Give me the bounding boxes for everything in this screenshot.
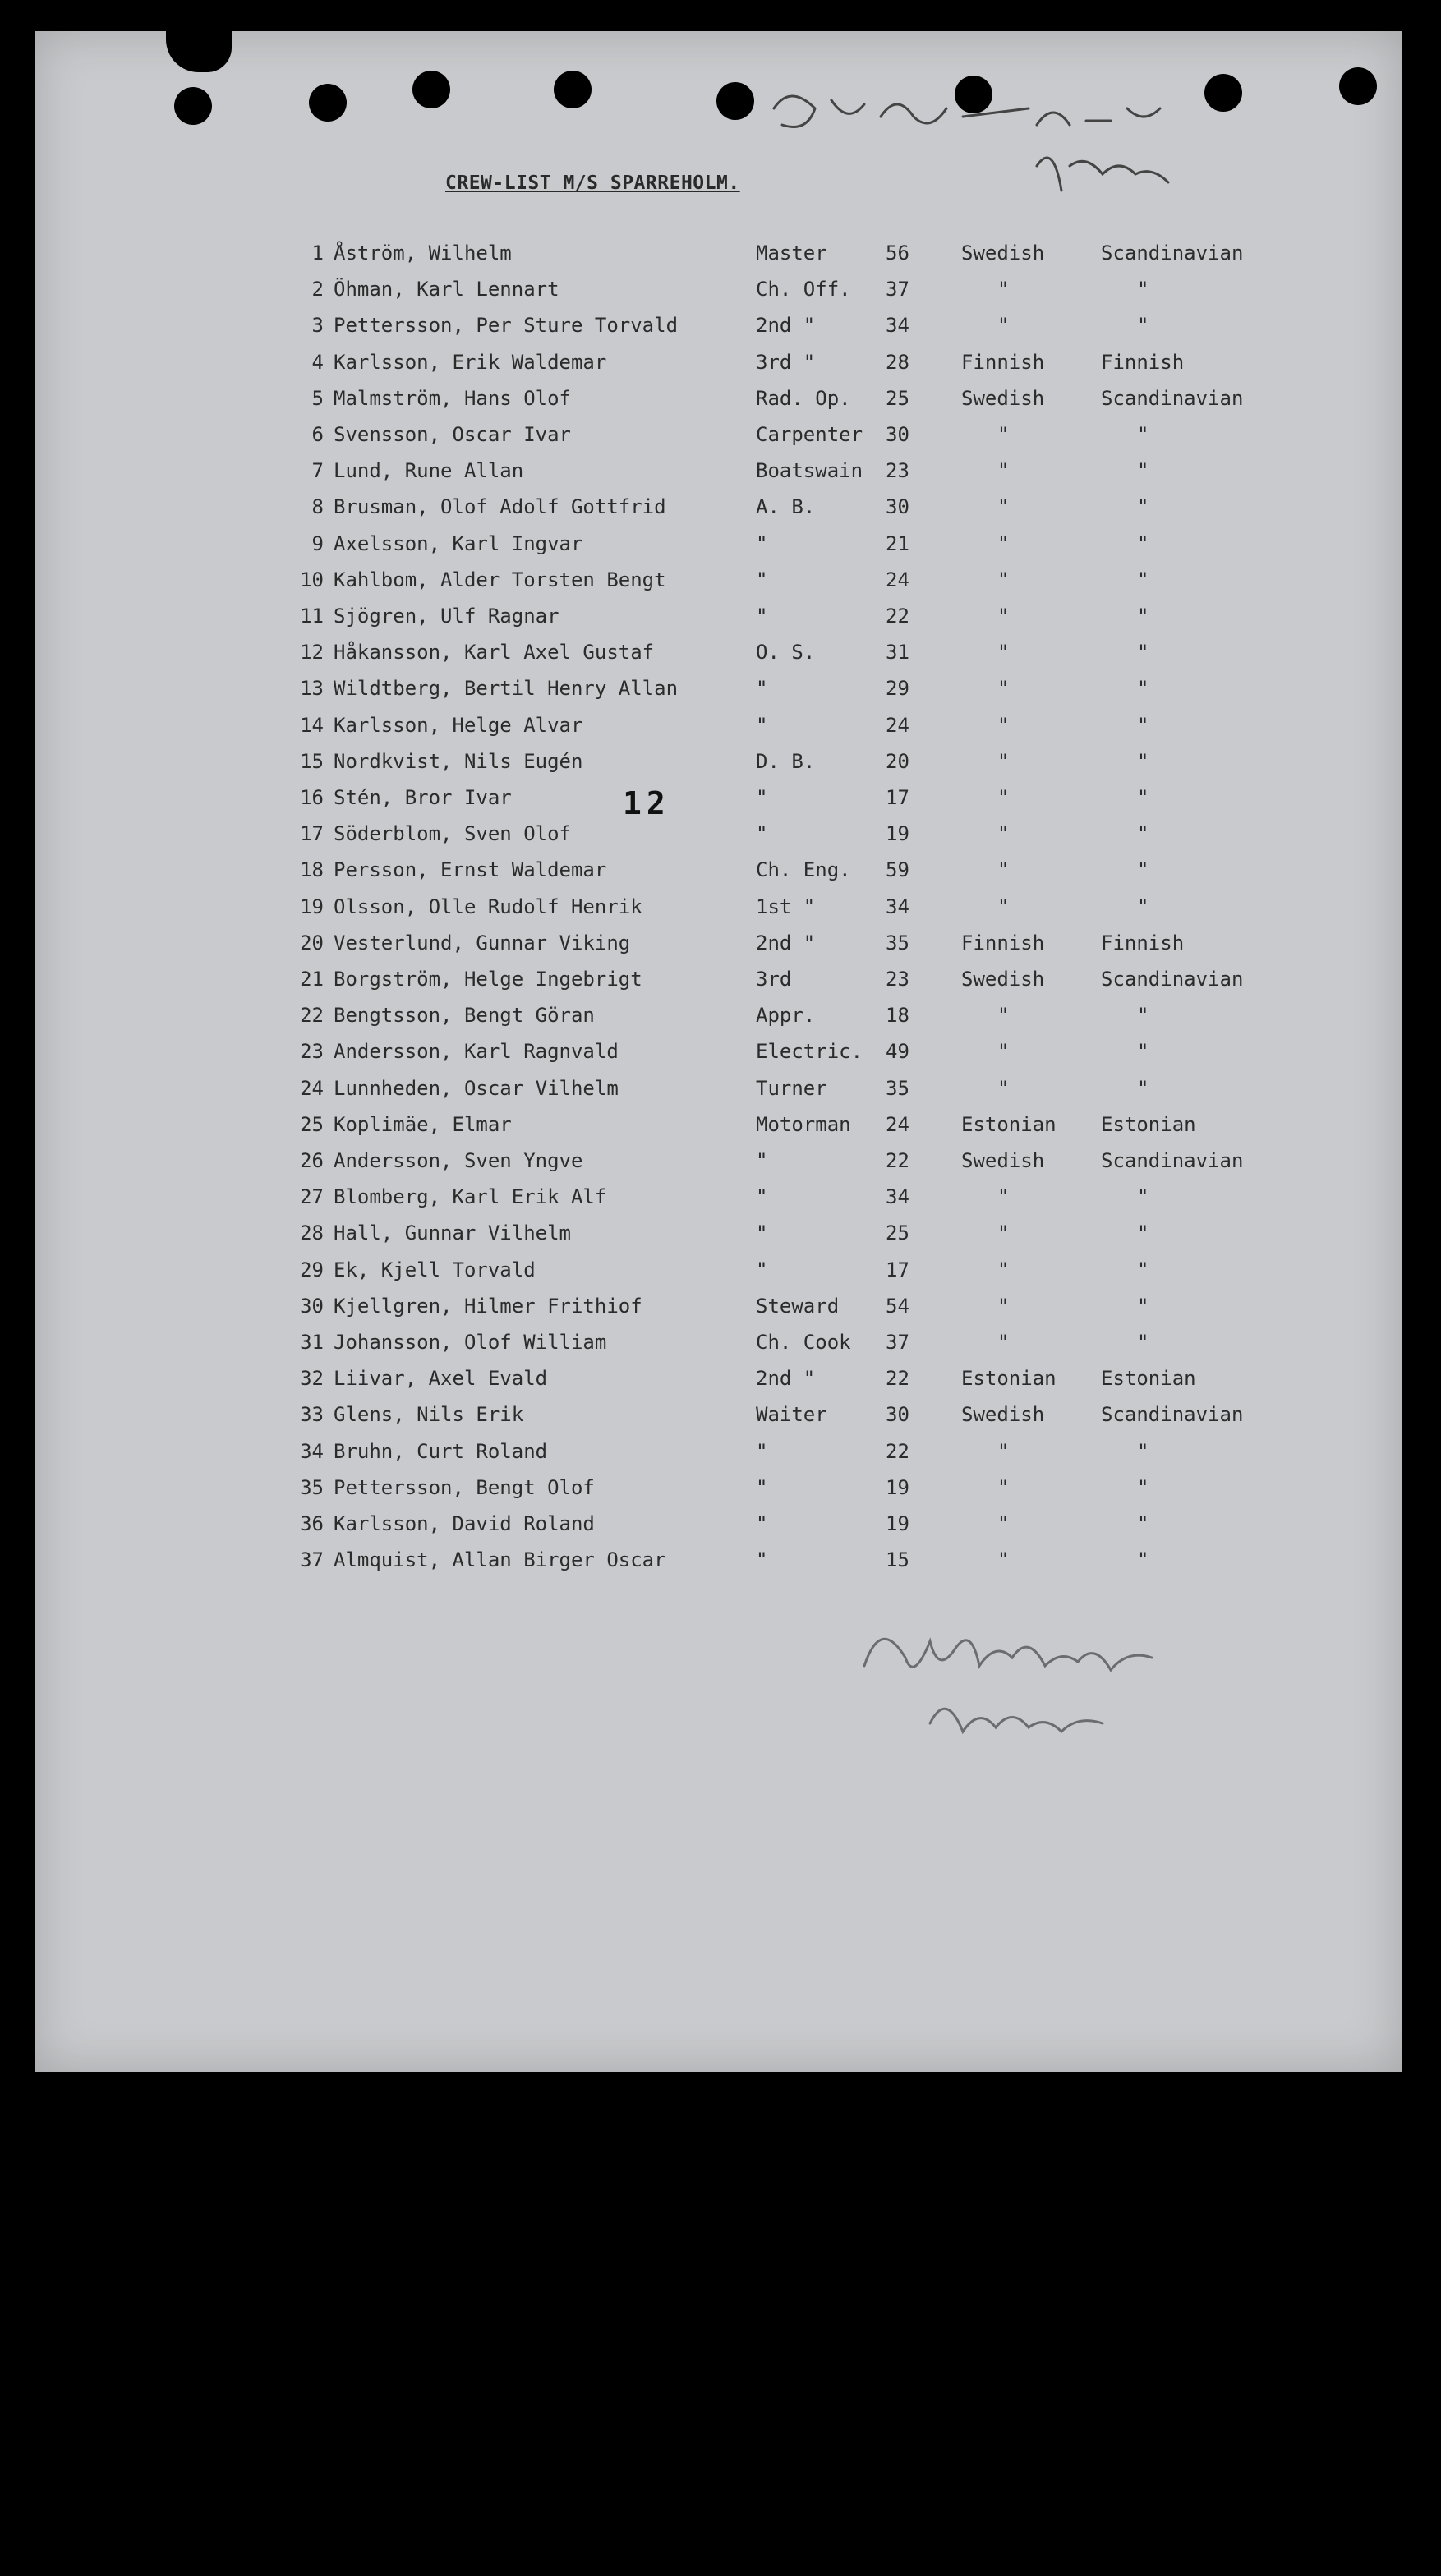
crew-row [35,1113,1349,1146]
crew-nationality: Swedish [961,1149,1045,1172]
crew-number: 3 [311,314,324,338]
crew-age: 49 [886,1040,909,1064]
crew-age: 59 [886,858,909,882]
crew-age: 30 [886,1403,909,1427]
crew-number: 8 [311,495,324,519]
crew-name: Andersson, Sven Yngve [334,1149,583,1172]
crew-region: " [1137,786,1149,809]
crew-nationality: " [997,1512,1010,1535]
crew-age: 56 [886,242,909,264]
crew-nationality: " [997,641,1010,665]
crew-age: 34 [886,895,909,918]
crew-rank: Electric. [756,1040,863,1064]
punch-hole [412,71,450,108]
crew-rank: Carpenter [756,423,863,446]
crew-number: 34 [300,1439,324,1463]
crew-region: " [1137,1475,1149,1499]
crew-row [35,677,1349,710]
crew-name: Glens, Nils Erik [334,1403,524,1427]
crew-number: 6 [311,423,324,446]
crew-rank: " [756,822,768,846]
crew-rank: 1st " [756,895,816,918]
crew-region: " [1137,459,1149,483]
crew-number: 23 [300,1040,324,1064]
crew-row [35,858,1349,891]
crew-row [35,1149,1349,1182]
crew-rank: " [756,1439,768,1463]
crew-nationality: " [997,1185,1010,1209]
crew-nationality: " [997,713,1010,737]
crew-nationality: Estonian [961,1112,1057,1136]
document-title: CREW-LIST M/S SPARREHOLM. [445,172,740,194]
crew-age: 23 [886,968,909,991]
crew-rank: Turner [756,1076,827,1100]
crew-name: Karlsson, Erik Waldemar [334,350,607,374]
crew-age: 25 [886,1221,909,1245]
crew-nationality: " [997,531,1010,555]
crew-row [35,1221,1349,1254]
crew-region: " [1137,677,1149,701]
crew-age: 19 [886,1475,909,1499]
crew-age: 24 [886,713,909,737]
crew-region: Scandinavian [1101,386,1244,410]
crew-region: " [1137,531,1149,555]
crew-region: " [1137,1076,1149,1100]
crew-region: " [1137,568,1149,591]
stamp-number: 12 [623,785,670,821]
crew-row [35,1548,1349,1581]
crew-rank: " [756,1512,768,1535]
crew-name: Karlsson, Helge Alvar [334,713,583,737]
crew-name: Söderblom, Sven Olof [334,822,571,846]
crew-nationality: Swedish [961,242,1045,264]
crew-row [35,641,1349,674]
crew-rank: " [756,677,768,701]
crew-age: 30 [886,495,909,519]
crew-region: " [1137,1258,1149,1281]
crew-nationality: " [997,423,1010,446]
crew-nationality: " [997,858,1010,882]
crew-region: " [1137,1294,1149,1318]
torn-corner [166,31,232,72]
crew-nationality: " [997,314,1010,338]
punch-hole [1339,67,1377,105]
crew-row [35,1440,1349,1473]
crew-age: 19 [886,1512,909,1535]
crew-number: 35 [300,1475,324,1499]
crew-rank: O. S. [756,641,816,665]
crew-number: 24 [300,1076,324,1100]
crew-region: " [1137,641,1149,665]
punch-hole [554,71,592,108]
crew-region: Scandinavian [1101,242,1244,264]
crew-rank: " [756,1221,768,1245]
crew-region: Finnish [1101,931,1185,954]
crew-row [35,1367,1349,1400]
crew-region: " [1137,1548,1149,1572]
crew-name: Åström, Wilhelm [334,242,512,264]
crew-name: Bengtsson, Bengt Göran [334,1004,595,1028]
crew-rank: " [756,531,768,555]
crew-name: Stén, Bror Ivar [334,786,512,809]
crew-number: 2 [311,278,324,301]
crew-number: 7 [311,459,324,483]
crew-age: 29 [886,677,909,701]
crew-name: Bruhn, Curt Roland [334,1439,548,1463]
crew-age: 15 [886,1548,909,1572]
crew-number: 22 [300,1004,324,1028]
crew-region: " [1137,895,1149,918]
crew-region: Estonian [1101,1367,1196,1391]
crew-nationality: " [997,677,1010,701]
crew-region: " [1137,423,1149,446]
crew-age: 37 [886,278,909,301]
crew-age: 54 [886,1294,909,1318]
crew-rank: " [756,1475,768,1499]
crew-age: 25 [886,386,909,410]
crew-number: 36 [300,1512,324,1535]
crew-nationality: " [997,278,1010,301]
crew-row [35,1258,1349,1291]
crew-region: " [1137,749,1149,773]
crew-rank: " [756,605,768,628]
crew-nationality: " [997,1475,1010,1499]
crew-rank: 3rd [756,968,792,991]
master-signature [856,1592,1201,1773]
crew-row [35,1512,1349,1545]
crew-region: " [1137,1185,1149,1209]
crew-rank: 2nd " [756,1367,816,1391]
crew-region: " [1137,858,1149,882]
crew-name: Borgström, Helge Ingebrigt [334,968,642,991]
crew-name: Ek, Kjell Torvald [334,1258,536,1281]
crew-row [35,1331,1349,1364]
crew-name: Johansson, Olof William [334,1331,607,1354]
crew-rank: Waiter [756,1403,827,1427]
crew-nationality: " [997,1258,1010,1281]
crew-region: Scandinavian [1101,1403,1244,1427]
crew-number: 19 [300,895,324,918]
crew-number: 29 [300,1258,324,1281]
crew-number: 14 [300,713,324,737]
crew-age: 22 [886,1149,909,1172]
crew-region: " [1137,1439,1149,1463]
crew-name: Håkansson, Karl Axel Gustaf [334,641,655,665]
crew-name: Lund, Rune Allan [334,459,524,483]
crew-region: " [1137,1040,1149,1064]
crew-number: 12 [300,641,324,665]
crew-number: 32 [300,1367,324,1391]
crew-age: 37 [886,1331,909,1354]
crew-row [35,278,1349,310]
crew-name: Pettersson, Per Sture Torvald [334,314,679,338]
crew-region: " [1137,495,1149,519]
crew-age: 31 [886,641,909,665]
crew-row [35,750,1349,783]
crew-number: 9 [311,531,324,555]
crew-number: 15 [300,749,324,773]
crew-name: Almquist, Allan Birger Oscar [334,1548,666,1572]
crew-name: Karlsson, David Roland [334,1512,595,1535]
crew-number: 20 [300,931,324,954]
crew-number: 37 [300,1548,324,1572]
crew-name: Svensson, Oscar Ivar [334,423,571,446]
crew-name: Nordkvist, Nils Eugén [334,749,583,773]
crew-nationality: Swedish [961,386,1045,410]
crew-name: Brusman, Olof Adolf Gottfrid [334,495,666,519]
crew-nationality: Finnish [961,350,1045,374]
crew-rank: Rad. Op. [756,386,851,410]
crew-region: Scandinavian [1101,968,1244,991]
crew-nationality: Swedish [961,968,1045,991]
crew-rank: 3rd " [756,350,816,374]
crew-row [35,314,1349,347]
crew-nationality: " [997,822,1010,846]
crew-nationality: " [997,1331,1010,1354]
crew-nationality: " [997,1004,1010,1028]
crew-rank: " [756,713,768,737]
crew-row [35,495,1349,528]
crew-region: " [1137,713,1149,737]
crew-rank: D. B. [756,749,816,773]
crew-row [35,968,1349,1000]
crew-rank: Boatswain [756,459,863,483]
handwritten-date [757,76,1218,207]
crew-region: " [1137,605,1149,628]
crew-number: 33 [300,1403,324,1427]
crew-name: Malmström, Hans Olof [334,386,571,410]
crew-row [35,1004,1349,1037]
crew-age: 21 [886,531,909,555]
crew-age: 34 [886,1185,909,1209]
crew-row [35,532,1349,565]
crew-nationality: " [997,495,1010,519]
crew-name: Kahlbom, Alder Torsten Bengt [334,568,666,591]
crew-row [35,1185,1349,1218]
crew-region: Estonian [1101,1112,1196,1136]
crew-row [35,1403,1349,1436]
crew-age: 24 [886,1112,909,1136]
crew-rank: Steward [756,1294,840,1318]
crew-region: " [1137,1004,1149,1028]
crew-region: Scandinavian [1101,1149,1244,1172]
crew-row [35,1077,1349,1110]
crew-nationality: " [997,786,1010,809]
crew-number: 5 [311,386,324,410]
crew-nationality: " [997,1040,1010,1064]
crew-row [35,714,1349,747]
crew-age: 22 [886,1439,909,1463]
crew-rank: Appr. [756,1004,816,1028]
crew-rank: 2nd " [756,931,816,954]
crew-name: Kjellgren, Hilmer Frithiof [334,1294,642,1318]
crew-rank: " [756,786,768,809]
crew-row [35,1295,1349,1327]
crew-nationality: Swedish [961,1403,1045,1427]
crew-name: Hall, Gunnar Vilhelm [334,1221,571,1245]
crew-rank: " [756,568,768,591]
crew-nationality: " [997,1076,1010,1100]
crew-rank: Ch. Off. [756,278,851,301]
crew-name: Vesterlund, Gunnar Viking [334,931,631,954]
crew-number: 11 [300,605,324,628]
crew-age: 28 [886,350,909,374]
crew-region: " [1137,1512,1149,1535]
crew-number: 26 [300,1149,324,1172]
crew-nationality: " [997,1548,1010,1572]
crew-rank: Ch. Eng. [756,858,851,882]
crew-age: 35 [886,931,909,954]
crew-age: 35 [886,1076,909,1100]
crew-name: Blomberg, Karl Erik Alf [334,1185,607,1209]
crew-row [35,351,1349,384]
crew-name: Andersson, Karl Ragnvald [334,1040,619,1064]
crew-number: 13 [300,677,324,701]
crew-nationality: " [997,459,1010,483]
crew-number: 10 [300,568,324,591]
crew-region: " [1137,1331,1149,1354]
crew-age: 17 [886,1258,909,1281]
crew-row [35,387,1349,420]
crew-rank: Master [756,242,827,264]
crew-row [35,605,1349,637]
crew-name: Axelsson, Karl Ingvar [334,531,583,555]
crew-row [35,1040,1349,1073]
crew-name: Liivar, Axel Evald [334,1367,548,1391]
crew-rank: 2nd " [756,314,816,338]
crew-rank: " [756,1185,768,1209]
crew-row [35,932,1349,964]
punch-hole [716,82,754,120]
crew-name: Öhman, Karl Lennart [334,278,559,301]
crew-nationality: Estonian [961,1367,1057,1391]
crew-age: 34 [886,314,909,338]
crew-row [35,568,1349,601]
crew-nationality: " [997,568,1010,591]
crew-rank: Ch. Cook [756,1331,851,1354]
crew-age: 22 [886,605,909,628]
crew-row [35,822,1349,855]
crew-age: 19 [886,822,909,846]
crew-nationality: " [997,1221,1010,1245]
crew-nationality: " [997,749,1010,773]
crew-age: 30 [886,423,909,446]
crew-number: 17 [300,822,324,846]
crew-region: " [1137,1221,1149,1245]
crew-number: 4 [311,350,324,374]
crew-row [35,895,1349,928]
crew-nationality: " [997,1439,1010,1463]
crew-rank: Motorman [756,1112,851,1136]
crew-name: Wildtberg, Bertil Henry Allan [334,677,679,701]
crew-name: Lunnheden, Oscar Vilhelm [334,1076,619,1100]
punch-hole [309,84,347,122]
crew-number: 28 [300,1221,324,1245]
crew-row [35,423,1349,456]
crew-row [35,786,1349,819]
punch-hole [174,87,212,125]
crew-number: 25 [300,1112,324,1136]
crew-number: 1 [311,242,324,264]
crew-region: " [1137,314,1149,338]
crew-name: Persson, Ernst Waldemar [334,858,607,882]
crew-number: 18 [300,858,324,882]
crew-age: 23 [886,459,909,483]
crew-rank: " [756,1548,768,1572]
crew-name: Pettersson, Bengt Olof [334,1475,595,1499]
crew-nationality: " [997,895,1010,918]
crew-number: 21 [300,968,324,991]
crew-row [35,459,1349,492]
crew-region: Finnish [1101,350,1185,374]
crew-age: 22 [886,1367,909,1391]
crew-nationality: " [997,1294,1010,1318]
crew-region: " [1137,278,1149,301]
crew-rank: " [756,1149,768,1172]
crew-number: 31 [300,1331,324,1354]
crew-region: " [1137,822,1149,846]
crew-name: Sjögren, Ulf Ragnar [334,605,559,628]
document-page [35,31,1402,2072]
crew-age: 24 [886,568,909,591]
crew-rank: " [756,1258,768,1281]
crew-row [35,242,1349,274]
crew-age: 20 [886,749,909,773]
crew-age: 17 [886,786,909,809]
crew-name: Olsson, Olle Rudolf Henrik [334,895,642,918]
crew-row [35,1476,1349,1509]
crew-rank: A. B. [756,495,816,519]
crew-number: 27 [300,1185,324,1209]
crew-number: 16 [300,786,324,809]
crew-nationality: " [997,605,1010,628]
crew-age: 18 [886,1004,909,1028]
crew-name: Koplimäe, Elmar [334,1112,512,1136]
crew-number: 30 [300,1294,324,1318]
crew-nationality: Finnish [961,931,1045,954]
